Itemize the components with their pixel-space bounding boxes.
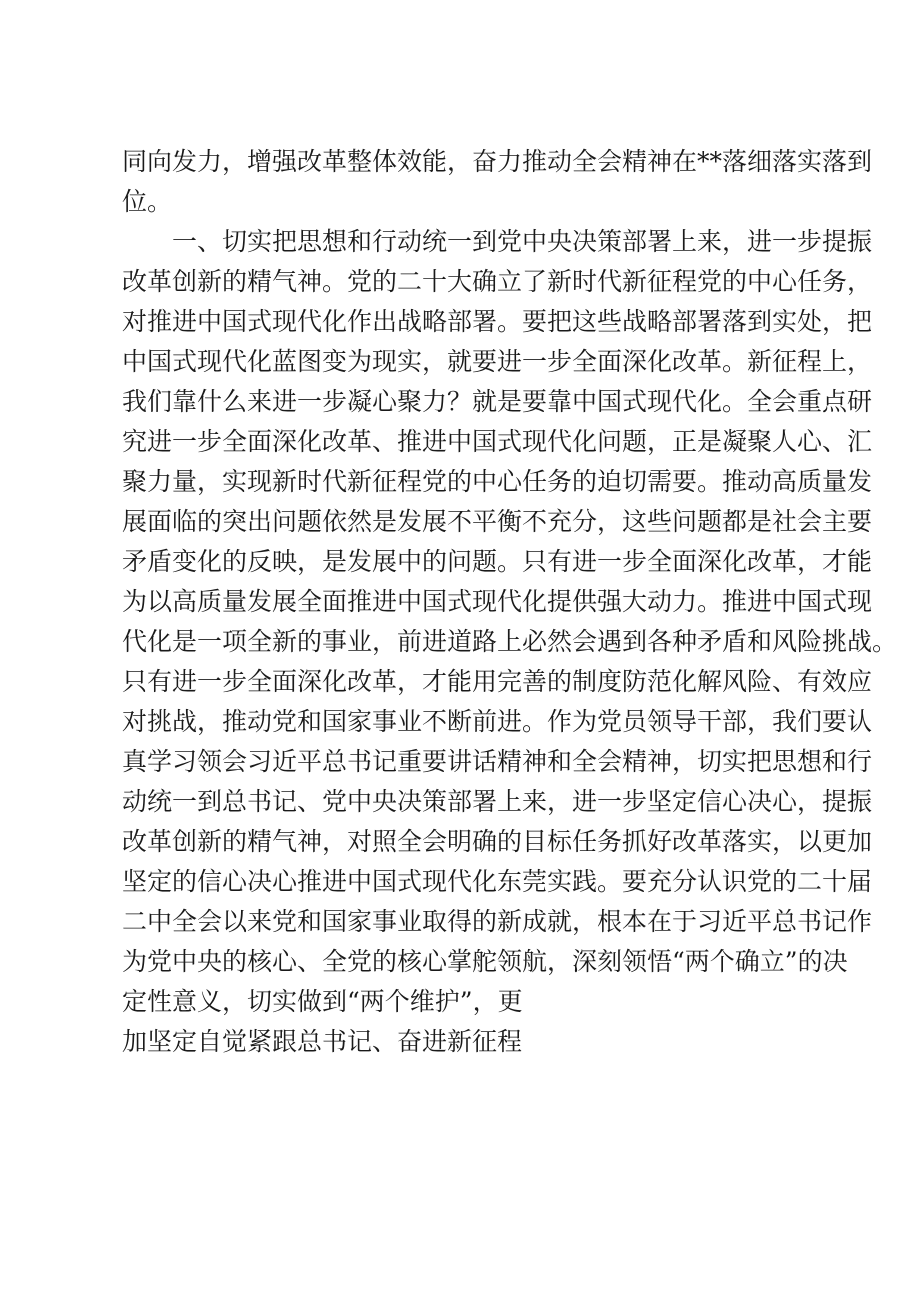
text-line: 同向发力，增强改革整体效能，奋力推动全会精神在**落细落实落到 (122, 147, 873, 176)
text-line: 位。 (122, 187, 173, 216)
text-line: 中国式现代化蓝图变为现实，就要进一步全面深化改革。新征程上， (122, 347, 873, 376)
text-line: 改革创新的精气神。党的二十大确立了新时代新征程党的中心任务， (122, 267, 873, 296)
text-line: 二中全会以来党和国家事业取得的新成就，根本在于习近平总书记作 (122, 907, 873, 936)
text-line: 代化是一项全新的事业，前进道路上必然会遇到各种矛盾和风险挑战。 (122, 627, 898, 656)
text-line: 加坚定自觉紧跟总书记、奋进新征程 (122, 1027, 523, 1056)
text-line: 对挑战，推动党和国家事业不断前进。作为党员领导干部，我们要认 (122, 707, 873, 736)
text-line: 展面临的突出问题依然是发展不平衡不充分，这些问题都是社会主要 (122, 507, 873, 536)
text-line: 改革创新的精气神，对照全会明确的目标任务抓好改革落实，以更加 (122, 827, 873, 856)
text-line: 只有进一步全面深化改革，才能用完善的制度防范化解风险、有效应 (122, 667, 873, 696)
text-line: 为党中央的核心、全党的核心掌舵领航，深刻领悟“两个确立”的决 (122, 947, 848, 976)
text-line: 对推进中国式现代化作出战略部署。要把这些战略部署落到实处，把 (122, 307, 873, 336)
text-line: 为以高质量发展全面推进中国式现代化提供强大动力。推进中国式现 (122, 587, 873, 616)
text-line: 我们靠什么来进一步凝心聚力？就是要靠中国式现代化。全会重点研 (122, 387, 873, 416)
paragraph-heading-line: 一、切实把思想和行动统一到党中央决策部署上来，进一步提振 (172, 227, 873, 256)
body-text (122, 142, 898, 1062)
text-line: 聚力量，实现新时代新征程党的中心任务的迫切需要。推动高质量发 (122, 467, 873, 496)
text-line: 矛盾变化的反映，是发展中的问题。只有进一步全面深化改革，才能 (122, 547, 873, 576)
text-line: 坚定的信心决心推进中国式现代化东莞实践。要充分认识党的二十届 (122, 867, 873, 896)
text-line: 动统一到总书记、党中央决策部署上来，进一步坚定信心决心，提振 (122, 787, 873, 816)
text-line: 定性意义，切实做到“两个维护”，更 (122, 987, 523, 1016)
text-line: 究进一步全面深化改革、推进中国式现代化问题，正是凝聚人心、汇 (122, 427, 873, 456)
text-line: 真学习领会习近平总书记重要讲话精神和全会精神，切实把思想和行 (122, 747, 873, 776)
